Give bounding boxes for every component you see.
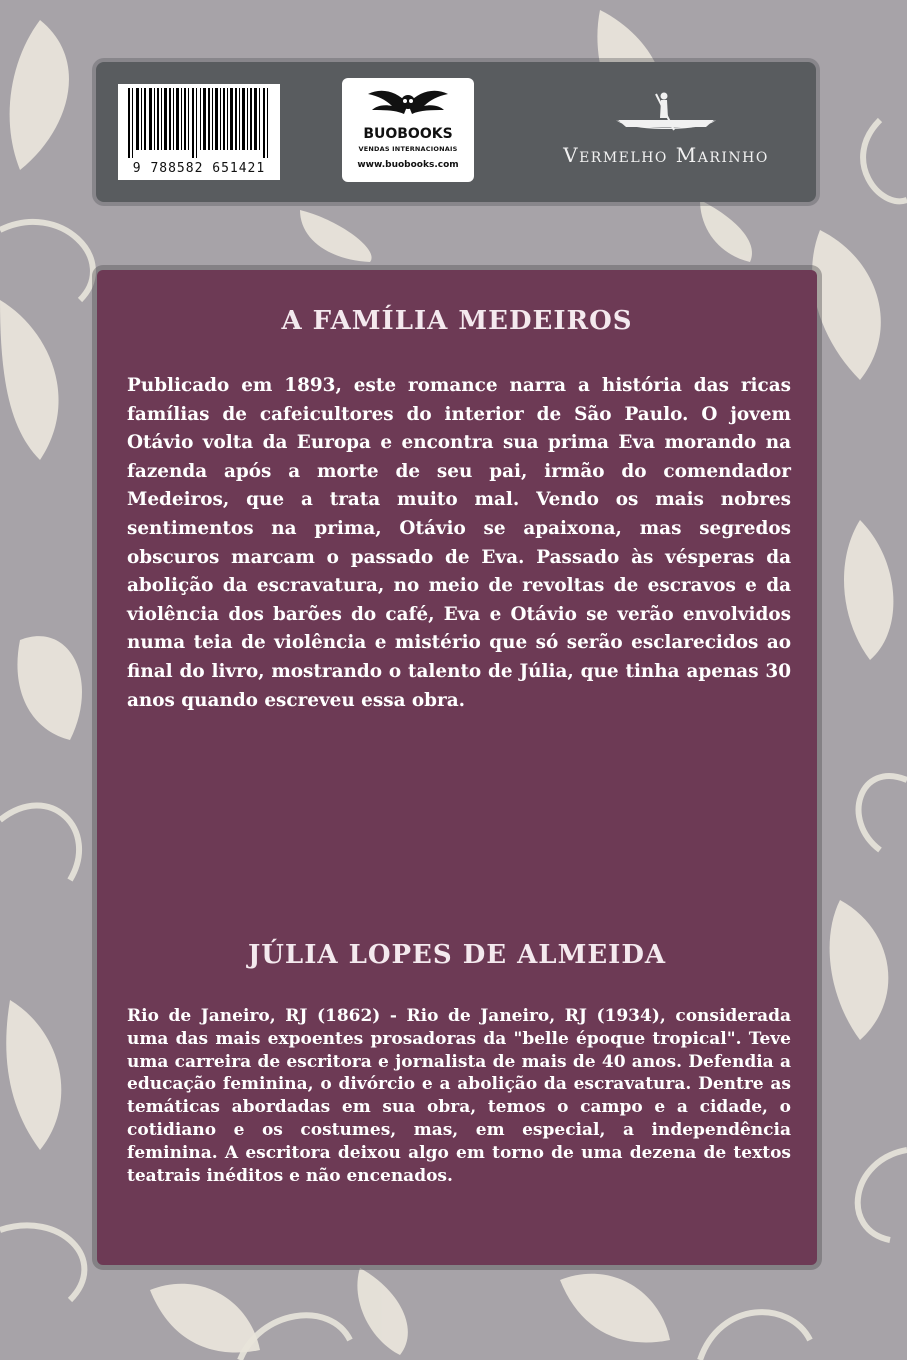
author-bio: Rio de Janeiro, RJ (1862) - Rio de Janeiro, RJ (1934), considerada uma das mais expoentes prosadoras da "belle époque tropical". Teve uma carreira de escritora e jornalista de mais de 40 anos. Defendia a educação feminina, o divórcio e a abolição da escravatura. Dentre as temáticas abordadas em sua obra, temos o campo e a cidade, o cotidiano e os costumes, mas, em especial, a independência feminina. A escritora deixou algo em torno de uma dezena de textos teatrais inéditos e não encenados. (127, 1006, 791, 1186)
synopsis-panel (97, 270, 817, 1265)
boat-icon (614, 90, 718, 138)
isbn-digits: 9 788582 651421 (132, 161, 266, 176)
top-info-bar (96, 62, 816, 202)
isbn-barcode (118, 84, 280, 180)
book-synopsis: Publicado em 1893, este romance narra a história das ricas famílias de cafeicultores do interior de São Paulo. O jovem Otávio volta da Europa e encontra sua prima Eva morando na fazenda após a morte de seu pai, irmão do comendador Medeiros, que a trata muito mal. Vendo os mais nobres sentimentos na prima, Otávio se apaixona, mas segredos obscuros marcam o passado de Eva. Passado às vésperas da abolição da escravatura, no meio de revoltas de escravos e da violência dos barões do café, Eva e Otávio se verão envolvidos numa teia de violência e mistério que só serão esclarecidos ao final do livro, mostrando o talento de Júlia, que tinha apenas 30 anos quando escreveu essa obra. (127, 375, 791, 711)
publisher-name: Vermelho Marinho (563, 143, 769, 167)
book-title: A FAMÍLIA MEDEIROS (281, 306, 633, 336)
distributor-tagline: VENDAS INTERNACIONAIS (358, 145, 458, 153)
buobooks-badge (342, 78, 474, 182)
barcode-bars (124, 88, 274, 158)
distributor-url: www.buobooks.com (357, 160, 459, 170)
author-name: JÚLIA LOPES DE ALMEIDA (247, 940, 667, 970)
owl-wings-icon (366, 84, 450, 122)
distributor-name: BUOBOOKS (363, 126, 453, 142)
publisher-logo (526, 90, 806, 180)
